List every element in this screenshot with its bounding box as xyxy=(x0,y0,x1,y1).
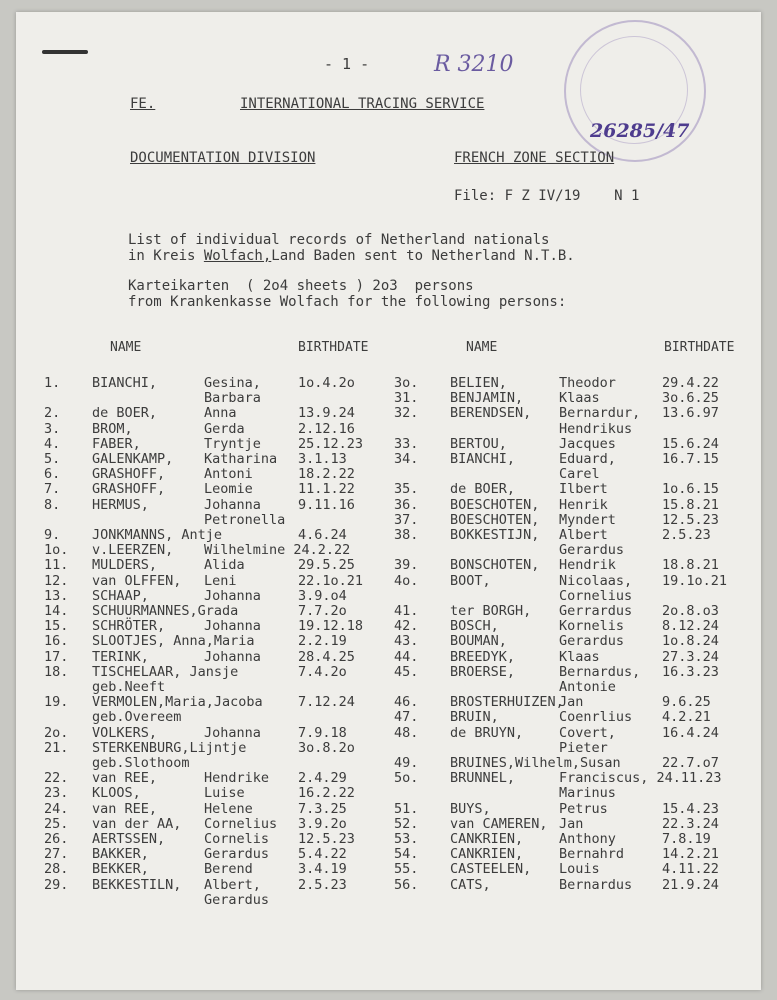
record-date: 2.12.16 xyxy=(298,420,355,437)
record-surname: CASTEELEN, xyxy=(450,861,532,878)
record-surname: van der AA, xyxy=(92,815,182,832)
record-given: Cornelius xyxy=(204,815,278,832)
record-given: Gerda xyxy=(204,420,245,437)
record-date: 9.11.16 xyxy=(298,496,355,513)
record-given: Klaas xyxy=(559,390,600,407)
record-surname: BOOT, xyxy=(450,572,491,589)
record-surname: BROERSE, xyxy=(450,663,516,680)
record-date: 22.1o.21 xyxy=(298,572,364,589)
record-given: Gerardus xyxy=(559,633,625,650)
record-date: 3o.6.25 xyxy=(662,390,719,407)
record-given: Gerardus xyxy=(204,846,270,863)
file-reference: File: F Z IV/19 N 1 xyxy=(454,188,640,204)
record-surname: SLOOTJES, Anna,Maria xyxy=(92,633,255,650)
record-no: 39. xyxy=(394,557,419,574)
record-no: 54. xyxy=(394,846,419,863)
record-no: 1o. xyxy=(44,542,69,559)
record-surname: BENJAMIN, xyxy=(450,390,524,407)
record-given: Gerrardus xyxy=(559,603,633,619)
intro-line-3: Karteikarten ( 2o4 sheets ) 2o3 persons xyxy=(128,278,474,294)
record-no: 7. xyxy=(44,481,61,498)
record-no: 17. xyxy=(44,648,69,665)
record-date: 14.2.21 xyxy=(662,846,719,863)
record-no: 1. xyxy=(44,375,61,391)
record-given: Bernardus xyxy=(559,876,633,893)
record-no: 6. xyxy=(44,466,61,483)
record-given: Alida xyxy=(204,557,245,574)
record-surname: TERINK, xyxy=(92,648,149,665)
record-date: 4.6.24 xyxy=(298,527,347,543)
record-no: 21. xyxy=(44,739,69,756)
record-date: 7.7.2o xyxy=(298,603,347,619)
record-surname: geb.Neeft xyxy=(92,679,166,695)
record-date: 15.6.24 xyxy=(662,435,719,452)
record-date: 3o.8.2o xyxy=(298,739,355,756)
record-given: Johanna xyxy=(204,648,261,665)
record-no: 15. xyxy=(44,618,69,635)
page-number: - 1 - xyxy=(324,55,370,73)
record-no: 12. xyxy=(44,572,69,589)
record-date: 7.9.18 xyxy=(298,724,347,741)
record-surname: BUYS, xyxy=(450,800,491,817)
record-no: 25. xyxy=(44,815,69,832)
record-surname: de BOER, xyxy=(450,481,516,498)
record-no: 33. xyxy=(394,435,419,452)
record-given: Tryntje xyxy=(204,435,261,452)
record-surname: TISCHELAAR, Jansje xyxy=(92,663,239,680)
record-given: Jacques xyxy=(559,435,616,452)
record-given: Louis xyxy=(559,861,600,878)
record-surname: GRASHOFF, xyxy=(92,481,166,498)
record-no: 52. xyxy=(394,815,419,832)
record-no: 35. xyxy=(394,481,419,498)
record-surname: van REE, xyxy=(92,800,158,817)
record-date: 2.5.23 xyxy=(662,527,711,543)
record-no: 24. xyxy=(44,800,69,817)
record-surname: BEKKESTILN, xyxy=(92,876,182,893)
record-no: 16. xyxy=(44,633,69,650)
record-no: 46. xyxy=(394,694,419,711)
record-surname: KLOOS, xyxy=(92,785,141,802)
record-given: Eduard, xyxy=(559,451,616,467)
record-date: 11.1.22 xyxy=(298,481,355,498)
record-given: Anna xyxy=(204,405,237,422)
column-header-birthdate-left: BIRTHDATE xyxy=(298,340,369,355)
record-date: 2.2.19 xyxy=(298,633,347,650)
record-given: Cornelis xyxy=(204,831,270,847)
record-surname: CANKRIEN, xyxy=(450,831,524,847)
record-date: 1o.4.2o xyxy=(298,375,355,391)
record-no: 8. xyxy=(44,496,61,513)
record-given: Luise xyxy=(204,785,245,802)
record-no: 55. xyxy=(394,861,419,878)
document-page xyxy=(16,12,761,990)
record-date: 4.11.22 xyxy=(662,861,719,878)
column-header-birthdate-right: BIRTHDATE xyxy=(664,340,735,355)
record-date: 3.1.13 xyxy=(298,451,347,467)
record-date: 19.12.18 xyxy=(298,618,364,635)
record-date: 1o.8.24 xyxy=(662,633,719,650)
record-no: 9. xyxy=(44,527,61,543)
record-surname: BOUMAN, xyxy=(450,633,507,650)
record-surname: CANKRIEN, xyxy=(450,846,524,863)
record-given: Johanna xyxy=(204,618,261,635)
section-title: FRENCH ZONE SECTION xyxy=(454,150,615,166)
record-date: 13.6.97 xyxy=(662,405,719,422)
record-given: Carel xyxy=(559,466,600,483)
record-date: 22.7.o7 xyxy=(662,755,719,771)
record-surname: BRUNNEL, xyxy=(450,770,516,787)
record-given: Leomie xyxy=(204,481,253,498)
record-date: 16.3.23 xyxy=(662,663,719,680)
record-date: 4.2.21 xyxy=(662,709,711,726)
record-no: 26. xyxy=(44,831,69,847)
record-no: 42. xyxy=(394,618,419,635)
record-surname: BELIEN, xyxy=(450,375,507,391)
intro-line-1: List of individual records of Netherland nationals xyxy=(128,232,550,248)
record-surname: BOKKESTIJN, xyxy=(450,527,540,543)
record-date: 29.5.25 xyxy=(298,557,355,574)
record-given: Gerardus xyxy=(204,891,270,908)
record-no: 14. xyxy=(44,603,69,619)
record-date: 25.12.23 xyxy=(298,435,364,452)
handwritten-reference: R 3210 xyxy=(434,52,514,77)
record-date: 28.4.25 xyxy=(298,648,355,665)
record-date: 3.4.19 xyxy=(298,861,347,878)
header-code: FE. xyxy=(130,96,156,112)
record-given: Cornelius xyxy=(559,587,633,604)
record-given: Petronella xyxy=(204,511,286,528)
record-no: 5. xyxy=(44,451,61,467)
record-date: 2o.8.o3 xyxy=(662,603,719,619)
record-surname: de BRUYN, xyxy=(450,724,524,741)
record-no: 43. xyxy=(394,633,419,650)
record-given: Petrus xyxy=(559,800,608,817)
record-no: 38. xyxy=(394,527,419,543)
record-no: 28. xyxy=(44,861,69,878)
record-given: Gesina, xyxy=(204,375,261,391)
record-given: Coenrlius xyxy=(559,709,633,726)
record-surname: BOSCH, xyxy=(450,618,499,635)
record-date: 22.3.24 xyxy=(662,815,719,832)
record-given: Bernardur, xyxy=(559,405,641,422)
record-no: 3. xyxy=(44,420,61,437)
record-given: Bernardus, xyxy=(559,663,641,680)
record-date: 18.8.21 xyxy=(662,557,719,574)
record-no: 53. xyxy=(394,831,419,847)
record-surname: BEKKER, xyxy=(92,861,149,878)
column-header-name-left: NAME xyxy=(110,340,142,355)
record-given: Franciscus, 24.11.23 xyxy=(559,770,722,787)
record-given: Jan xyxy=(559,694,584,711)
record-surname: BERTOU, xyxy=(450,435,507,452)
record-date: 8.12.24 xyxy=(662,618,719,635)
record-given: Myndert xyxy=(559,511,616,528)
intro-line-2: in Kreis Wolfach,Land Baden sent to Netherland N.T.B. xyxy=(128,248,575,264)
record-given: Helene xyxy=(204,800,253,817)
record-no: 5o. xyxy=(394,770,419,787)
record-given: Anthony xyxy=(559,831,616,847)
record-given: Hendrikus xyxy=(559,420,633,437)
record-no: 34. xyxy=(394,451,419,467)
record-surname: SCHUURMANNES,Grada xyxy=(92,603,239,619)
record-given: Henrik xyxy=(559,496,608,513)
record-given: Berend xyxy=(204,861,253,878)
record-no: 32. xyxy=(394,405,419,422)
record-date: 19.1o.21 xyxy=(662,572,728,589)
punch-hole-mark xyxy=(42,50,88,54)
record-given: Gerardus xyxy=(559,542,625,559)
record-surname: BREEDYK, xyxy=(450,648,516,665)
record-surname: BONSCHOTEN, xyxy=(450,557,540,574)
record-given: Hendrike xyxy=(204,770,270,787)
record-date: 16.2.22 xyxy=(298,785,355,802)
record-surname: BIANCHI, xyxy=(92,375,158,391)
record-no: 27. xyxy=(44,846,69,863)
record-given: Albert, xyxy=(204,876,261,893)
record-date: 18.2.22 xyxy=(298,466,355,483)
record-date: 13.9.24 xyxy=(298,405,355,422)
record-given: Albert xyxy=(559,527,608,543)
record-given: Johanna xyxy=(204,724,261,741)
record-given: Wilhelmine 24.2.22 xyxy=(204,542,351,559)
record-surname: SCHRÖTER, xyxy=(92,618,166,635)
record-surname: ter BORGH, xyxy=(450,603,532,619)
record-no: 56. xyxy=(394,876,419,893)
record-date: 7.4.2o xyxy=(298,663,347,680)
record-no: 31. xyxy=(394,390,419,407)
record-given: Johanna xyxy=(204,587,261,604)
record-given: Kornelis xyxy=(559,618,625,635)
record-surname: BROSTERHUIZEN, xyxy=(450,694,564,711)
record-no: 2. xyxy=(44,405,61,422)
record-surname: HERMUS, xyxy=(92,496,149,513)
record-date: 7.8.19 xyxy=(662,831,711,847)
record-surname: BROM, xyxy=(92,420,133,437)
record-date: 3.9.o4 xyxy=(298,587,347,604)
record-surname: STERKENBURG,Lijntje xyxy=(92,739,247,756)
record-date: 16.4.24 xyxy=(662,724,719,741)
record-surname: v.LEERZEN, xyxy=(92,542,174,559)
record-surname: van REE, xyxy=(92,770,158,787)
record-no: 4o. xyxy=(394,572,419,589)
record-given: Theodor xyxy=(559,375,616,391)
record-no: 29. xyxy=(44,876,69,893)
record-surname: BOESCHOTEN, xyxy=(450,496,540,513)
record-surname: BRUIN, xyxy=(450,709,499,726)
record-surname: BERENDSEN, xyxy=(450,405,532,422)
record-no: 2o. xyxy=(44,724,69,741)
record-no: 36. xyxy=(394,496,419,513)
record-surname: FABER, xyxy=(92,435,141,452)
record-given: Klaas xyxy=(559,648,600,665)
record-no: 19. xyxy=(44,694,69,711)
record-date: 12.5.23 xyxy=(298,831,355,847)
record-given: Covert, xyxy=(559,724,616,741)
stamp-number: 26285/47 xyxy=(590,120,690,142)
record-no: 41. xyxy=(394,603,419,619)
record-surname: CATS, xyxy=(450,876,491,893)
record-date: 16.7.15 xyxy=(662,451,719,467)
record-surname: MULDERS, xyxy=(92,557,158,574)
record-surname: BOESCHOTEN, xyxy=(450,511,540,528)
record-date: 29.4.22 xyxy=(662,375,719,391)
record-surname: van OLFFEN, xyxy=(92,572,182,589)
record-given: Hendrik xyxy=(559,557,616,574)
record-no: 18. xyxy=(44,663,69,680)
record-given: Ilbert xyxy=(559,481,608,498)
record-given: Johanna xyxy=(204,496,261,513)
record-date: 5.4.22 xyxy=(298,846,347,863)
record-given: Pieter xyxy=(559,739,608,756)
record-date: 2.4.29 xyxy=(298,770,347,787)
record-date: 7.3.25 xyxy=(298,800,347,817)
record-given: Leni xyxy=(204,572,237,589)
record-surname: geb.Slothoom xyxy=(92,755,190,771)
record-no: 11. xyxy=(44,557,69,574)
record-given: Bernahrd xyxy=(559,846,625,863)
record-given: Antonie xyxy=(559,679,616,695)
record-no: 47. xyxy=(394,709,419,726)
record-no: 51. xyxy=(394,800,419,817)
column-header-name-right: NAME xyxy=(466,340,498,355)
record-date: 1o.6.15 xyxy=(662,481,719,498)
record-date: 2.5.23 xyxy=(298,876,347,893)
record-surname: VERMOLEN,Maria,Jacoba xyxy=(92,694,263,711)
record-date: 12.5.23 xyxy=(662,511,719,528)
division-title: DOCUMENTATION DIVISION xyxy=(130,150,316,166)
intro-line-4: from Krankenkasse Wolfach for the following persons: xyxy=(128,294,567,310)
record-no: 44. xyxy=(394,648,419,665)
record-no: 49. xyxy=(394,755,419,771)
record-surname: BAKKER, xyxy=(92,846,149,863)
record-date: 3.9.2o xyxy=(298,815,347,832)
record-date: 15.8.21 xyxy=(662,496,719,513)
record-no: 23. xyxy=(44,785,69,802)
record-date: 15.4.23 xyxy=(662,800,719,817)
record-date: 21.9.24 xyxy=(662,876,719,893)
record-surname: geb.Overeem xyxy=(92,709,182,726)
record-no: 48. xyxy=(394,724,419,741)
record-given: Nicolaas, xyxy=(559,572,633,589)
org-name: INTERNATIONAL TRACING SERVICE xyxy=(240,96,485,112)
record-surname: van CAMEREN, xyxy=(450,815,548,832)
record-date: 9.6.25 xyxy=(662,694,711,711)
record-no: 45. xyxy=(394,663,419,680)
record-no: 3o. xyxy=(394,375,419,391)
record-date: 7.12.24 xyxy=(298,694,355,711)
record-surname: de BOER, xyxy=(92,405,158,422)
record-given: Antoni xyxy=(204,466,253,483)
record-surname: BIANCHI, xyxy=(450,451,516,467)
record-surname: SCHAAP, xyxy=(92,587,149,604)
record-date: 27.3.24 xyxy=(662,648,719,665)
record-surname: VOLKERS, xyxy=(92,724,158,741)
record-no: 37. xyxy=(394,511,419,528)
record-given: Marinus xyxy=(559,785,616,802)
record-surname: GALENKAMP, xyxy=(92,451,174,467)
record-no: 13. xyxy=(44,587,69,604)
record-no: 4. xyxy=(44,435,61,452)
record-no: 22. xyxy=(44,770,69,787)
record-surname: BRUINES,Wilhelm,Susan xyxy=(450,755,621,771)
record-surname: GRASHOFF, xyxy=(92,466,166,483)
record-surname: AERTSSEN, xyxy=(92,831,166,847)
record-given: Katharina xyxy=(204,451,278,467)
record-given: Barbara xyxy=(204,390,261,407)
record-surname: JONKMANNS, Antje xyxy=(92,527,223,543)
record-given: Jan xyxy=(559,815,584,832)
